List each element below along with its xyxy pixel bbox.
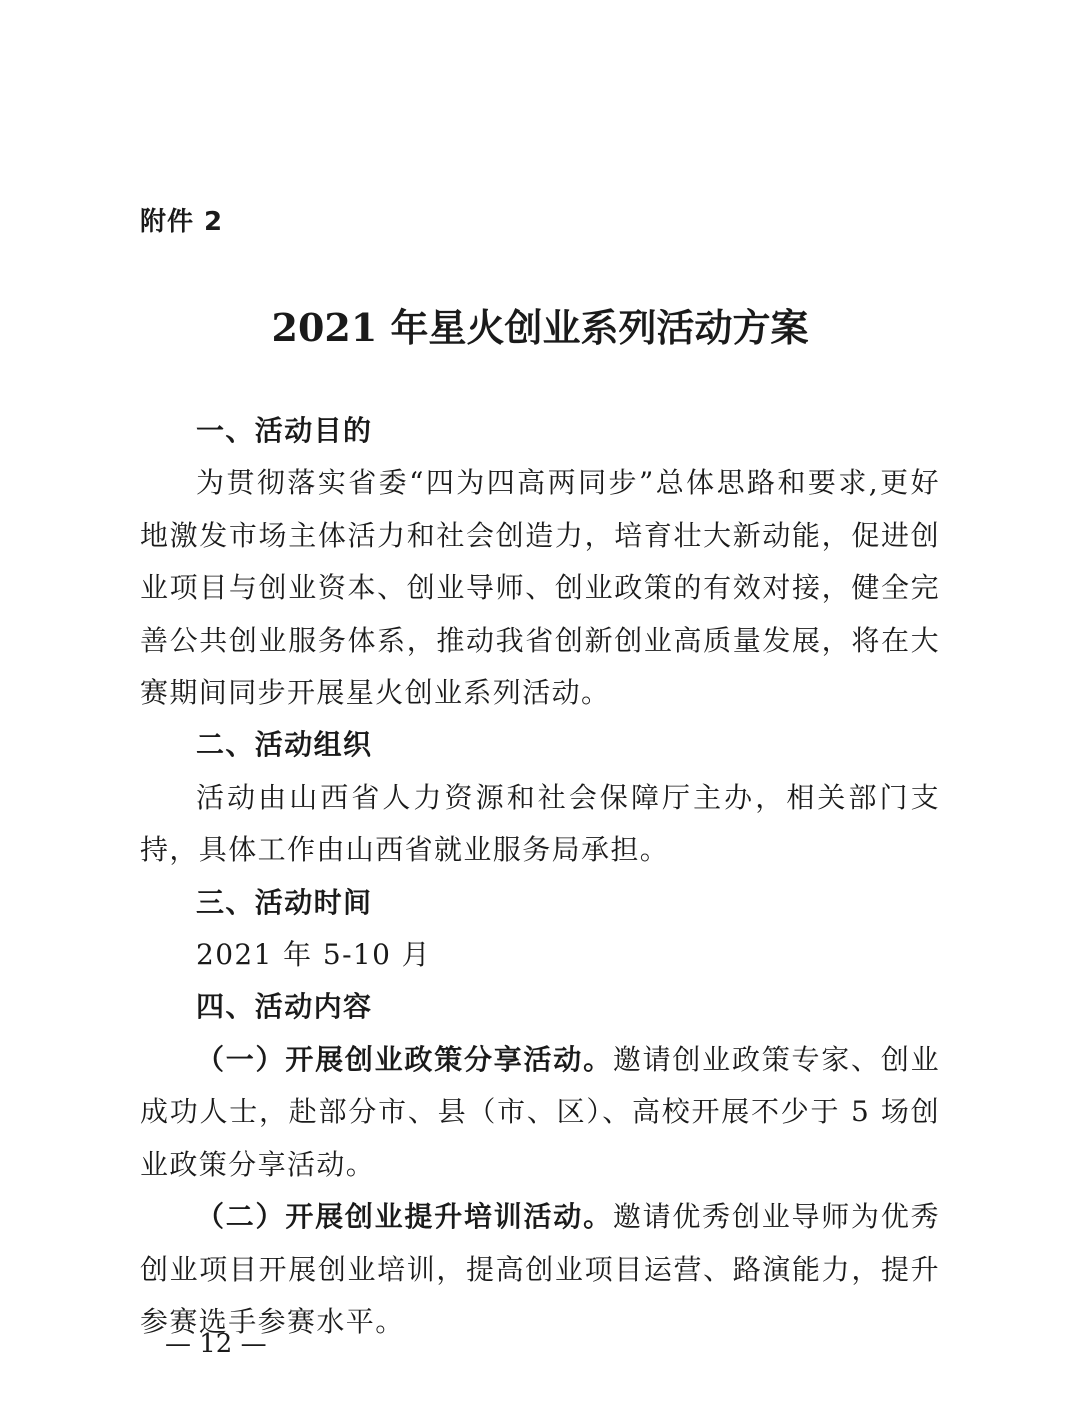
section-paragraph-time: 2021 年 5-10 月 (196, 938, 432, 972)
section-paragraph-organization: 活动由山西省人力资源和社会保障厅主办，相关部门支持，具体工作由山西省就业服务局承担。 (140, 780, 940, 867)
document-title: 2021 年星火创业系列活动方案 (271, 305, 809, 350)
attachment-label: 附件 2 (140, 207, 224, 237)
content-item-text: 邀请优秀创业导师为优秀创业项目开展创业培训，提高创业项目运营、路演能力，提升参赛选手参赛水平。 (140, 1200, 940, 1338)
content-item-training (140, 1191, 940, 1348)
content-item-lead: （二）开展创业提升培训活动。 (196, 1200, 613, 1234)
section-heading-time: 三、活动时间 (196, 885, 373, 919)
page-number: — 12 — (165, 1329, 267, 1359)
content-item-text: 邀请创业政策专家、创业成功人士，赴部分市、县（市、区）、高校开展不少于 5 场创业政策分享活动。 (140, 1042, 940, 1181)
content-item-lead: （一）开展创业政策分享活动。 (196, 1042, 613, 1076)
section-heading-content: 四、活动内容 (196, 990, 373, 1024)
content-item-policy-sharing (140, 1034, 940, 1191)
document-body (140, 405, 940, 1348)
section-heading-purpose: 一、活动目的 (196, 414, 373, 447)
section-paragraph-purpose: 为贯彻落实省委“四为四高两同步”总体思路和要求,更好地激发市场主体活力和社会创造力，培育壮大新动能，促进创业项目与创业资本、创业导师、创业政策的有效对接，健全完善公共创业服务体系，推动我省创新创业高质量发展，将在大赛期间同步开展星火创业系列活动。 (140, 466, 940, 710)
section-heading-organization: 二、活动组织 (196, 728, 373, 762)
